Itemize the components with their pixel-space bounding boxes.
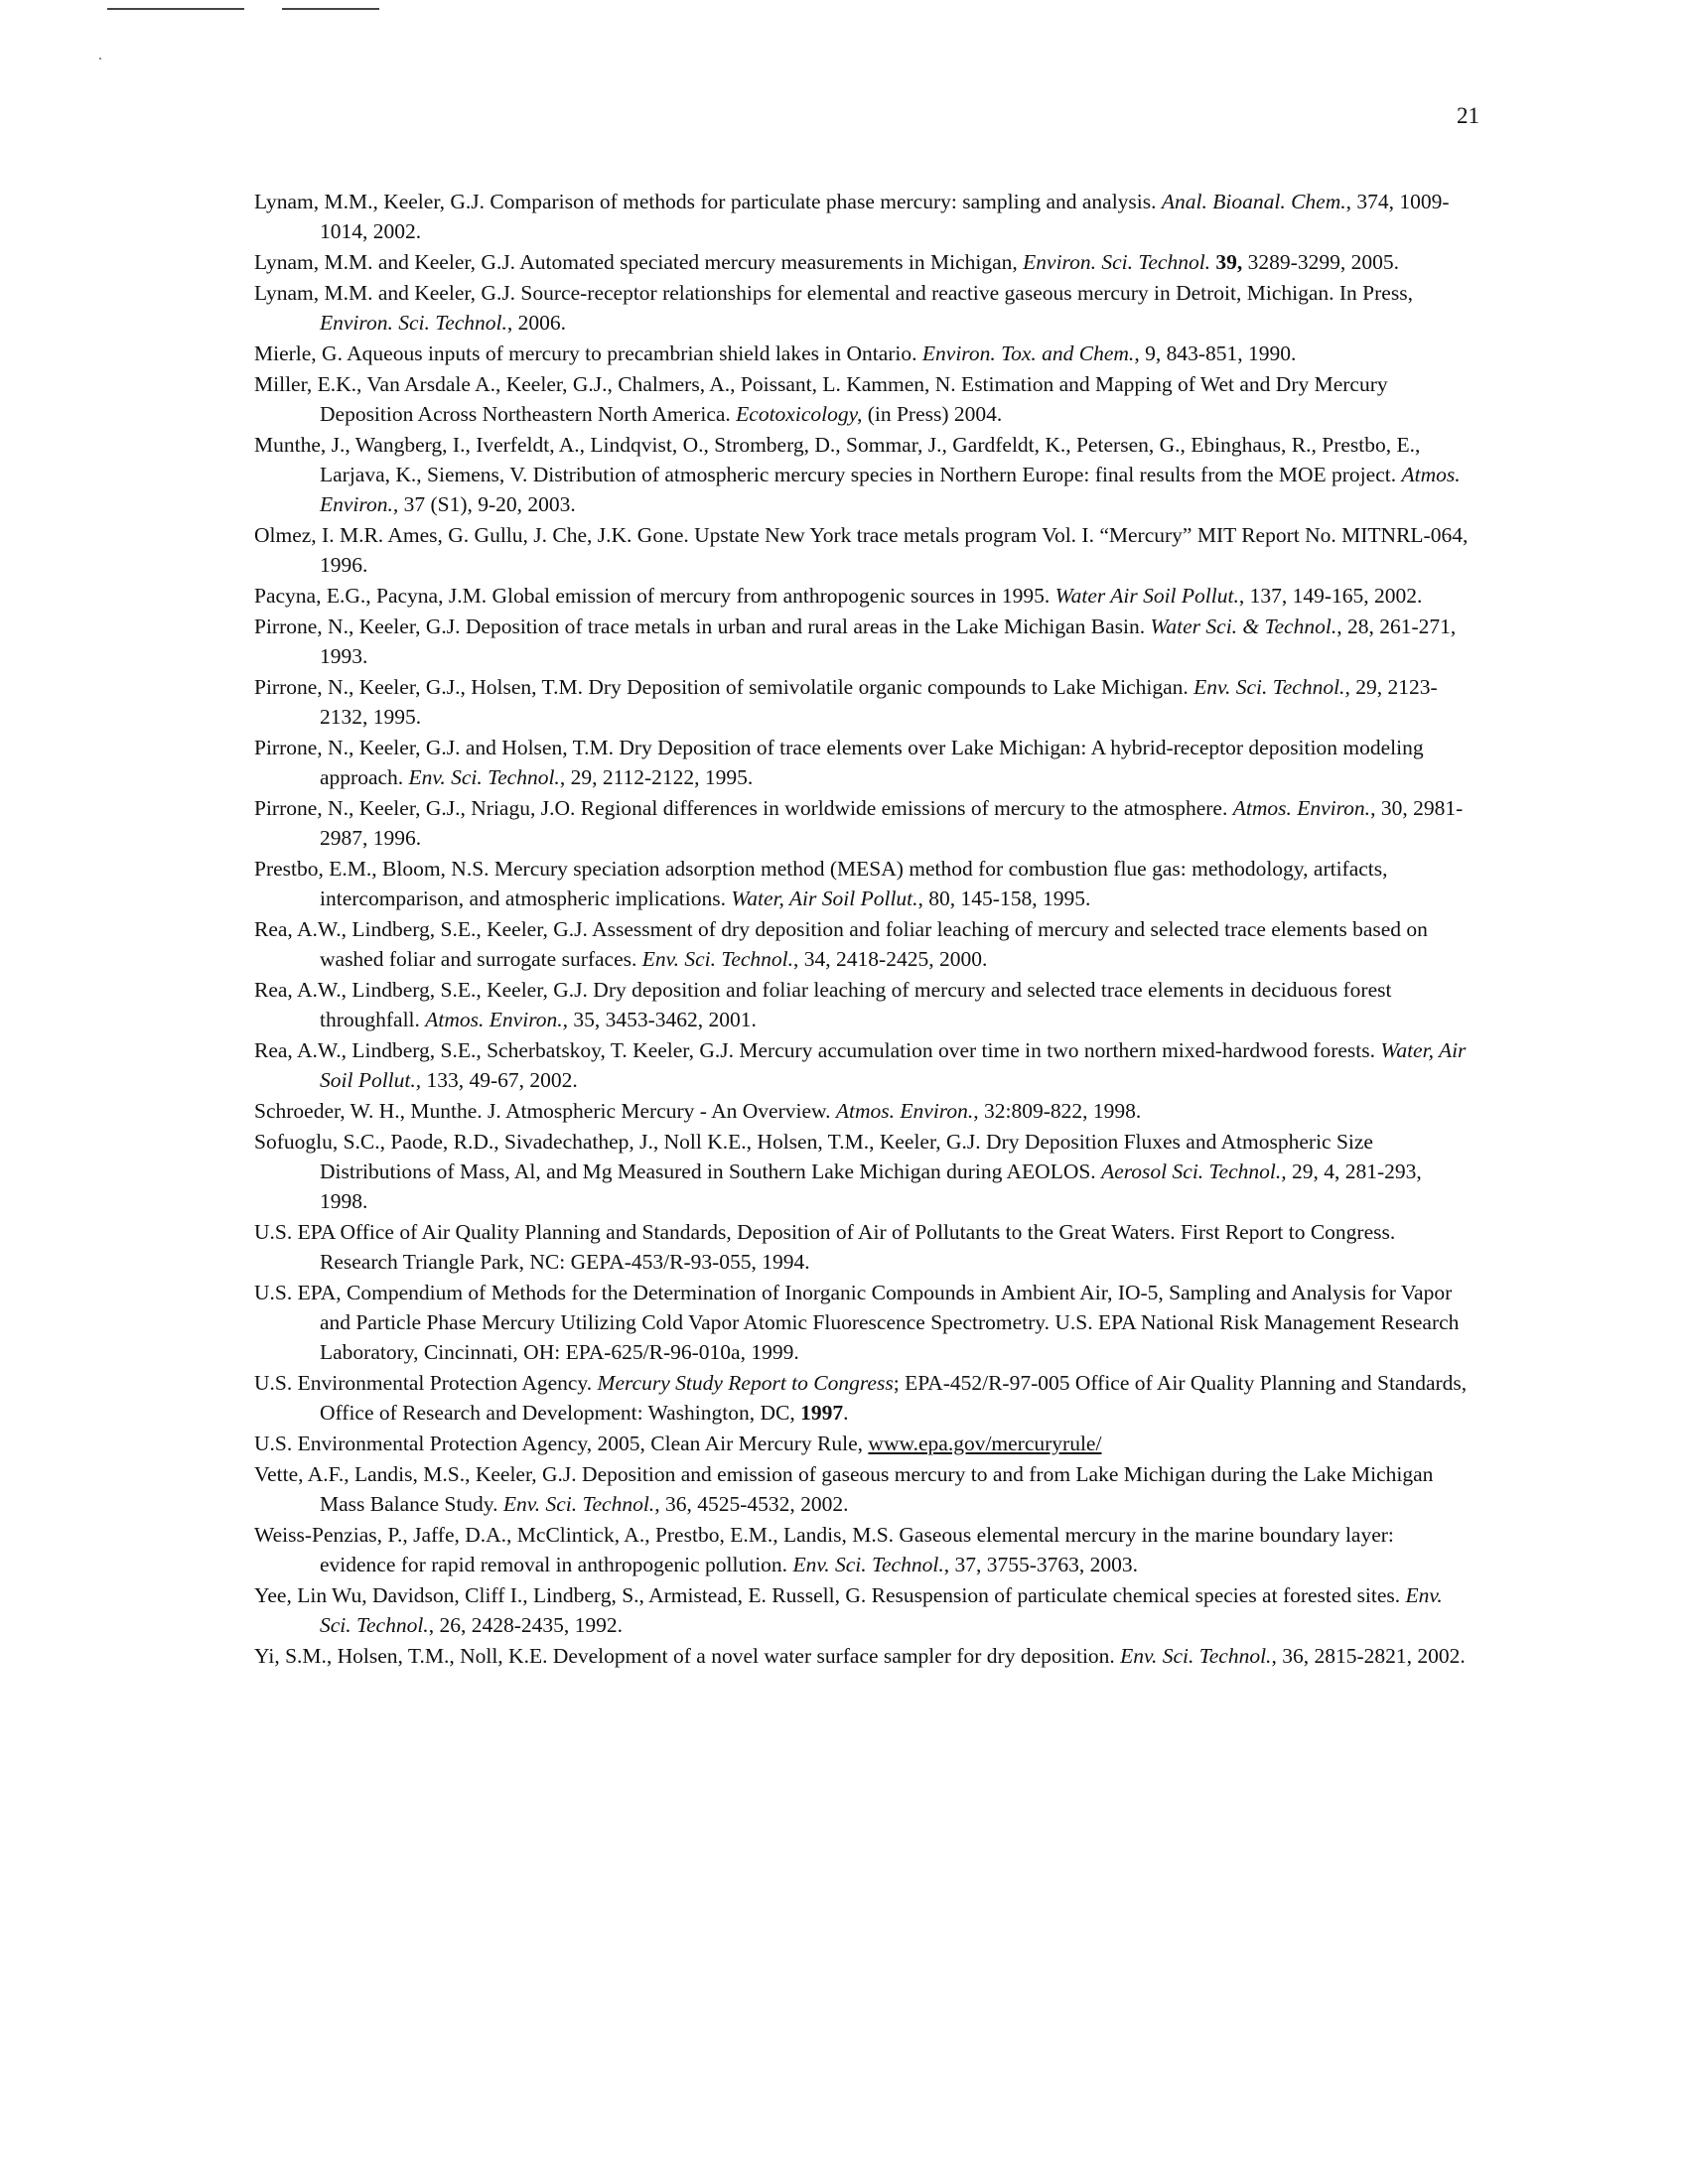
page-number: 21	[1457, 103, 1479, 128]
reference-text: 37 (S1), 9-20, 2003.	[398, 492, 576, 516]
journal-title: Anal. Bioanal. Chem.	[1161, 190, 1346, 213]
reference-entry	[254, 1035, 1470, 1095]
reference-entry	[254, 1641, 1470, 1671]
reference-text: Rea, A.W., Lindberg, S.E., Keeler, G.J. Dry deposition and foliar leaching of mercury and selected trace elements in deciduous forest throughfall.	[254, 978, 1392, 1031]
reference-text: Rea, A.W., Lindberg, S.E., Scherbatskoy, T. Keeler, G.J. Mercury accumulation over time in two northern mixed-hardwood forests.	[254, 1038, 1381, 1062]
journal-title: Mercury Study Report to Congress	[597, 1371, 894, 1395]
scan-rule-left	[107, 8, 244, 10]
journal-title: Environ. Sci. Technol.	[1023, 250, 1211, 274]
reference-text: , 29, 2112-2122, 1995.	[559, 765, 754, 789]
reference-entry	[254, 975, 1470, 1034]
journal-title: Water, Air Soil Pollut.	[731, 887, 918, 910]
reference-text: U.S. EPA, Compendium of Methods for the Determination of Inorganic Compounds in Ambient Air, IO-5, Sampling and Analysis for Vapor and Particle Phase Mercury Utilizing Cold Vapor Atomic Fluorescence Spectrometry. U.S. EPA National Risk Management Research Laboratory, Cincinnati, OH: EPA-625/R-96-010a, 1999.	[254, 1281, 1460, 1364]
reference-text: , 9, 843-851, 1990.	[1134, 341, 1297, 365]
reference-entry	[254, 247, 1470, 277]
reference-text: , 36, 2815-2821, 2002.	[1271, 1644, 1466, 1668]
journal-title: Atmos. Environ.,	[425, 1008, 569, 1031]
journal-title: Env. Sci. Technol.	[408, 765, 560, 789]
reference-text: 3289-3299, 2005.	[1242, 250, 1399, 274]
reference-text: , 36, 4525-4532, 2002.	[654, 1492, 849, 1516]
reference-entry	[254, 1096, 1470, 1126]
reference-list	[254, 187, 1470, 1672]
journal-title: Env. Sci. Technol.	[792, 1553, 944, 1576]
reference-text: , 26, 2428-2435, 1992.	[428, 1613, 623, 1637]
reference-text: Pirrone, N., Keeler, G.J. Deposition of trace metals in urban and rural areas in the Lake Michigan Basin.	[254, 614, 1151, 638]
reference-text: Pirrone, N., Keeler, G.J., Holsen, T.M. Dry Deposition of semivolatile organic compounds to Lake Michigan.	[254, 675, 1194, 699]
reference-text: , 37, 3755-3763, 2003.	[943, 1553, 1138, 1576]
reference-text: Pacyna, E.G., Pacyna, J.M. Global emission of mercury from anthropogenic sources in 1995.	[254, 584, 1055, 608]
reference-text: Yee, Lin Wu, Davidson, Cliff I., Lindberg, S., Armistead, E. Russell, G. Resuspension of particulate chemical species at forested sites.	[254, 1583, 1406, 1607]
reference-entry	[254, 612, 1470, 671]
reference-entry	[254, 369, 1470, 429]
reference-text: , 32:809-822, 1998.	[973, 1099, 1142, 1123]
reference-text: Yi, S.M., Holsen, T.M., Noll, K.E. Development of a novel water surface sampler for dry deposition.	[254, 1644, 1121, 1668]
reference-text: U.S. Environmental Protection Agency.	[254, 1371, 598, 1395]
url-text: www.epa.gov/mercuryrule/	[868, 1432, 1102, 1455]
reference-entry	[254, 1429, 1470, 1458]
reference-entry	[254, 914, 1470, 974]
reference-entry	[254, 339, 1470, 368]
reference-entry	[254, 672, 1470, 732]
reference-text: Weiss-Penzias, P., Jaffe, D.A., McClintick, A., Prestbo, E.M., Landis, M.S. Gaseous elemental mercury in the marine boundary layer: evidence for rapid removal in anthropogenic pollution.	[254, 1523, 1394, 1576]
reference-text: (in Press) 2004.	[862, 402, 1003, 426]
journal-title: Atmos. Environ.	[835, 1099, 974, 1123]
journal-title: Environ. Tox. and Chem.	[921, 341, 1135, 365]
reference-text: , 2006.	[506, 311, 567, 335]
reference-text: Prestbo, E.M., Bloom, N.S. Mercury speciation adsorption method (MESA) method for combustion flue gas: methodology, artifacts, intercomparison, and atmospheric implications.	[254, 857, 1388, 910]
reference-entry	[254, 278, 1470, 338]
scan-rule-right	[282, 8, 379, 10]
reference-text: , 80, 145-158, 1995.	[917, 887, 1091, 910]
reference-entry	[254, 733, 1470, 792]
reference-text: , 30, 2981-2987, 1996.	[320, 796, 1464, 850]
reference-text: Pirrone, N., Keeler, G.J., Nriagu, J.O. Regional differences in worldwide emissions of mercury to the atmosphere.	[254, 796, 1233, 820]
journal-title: Atmos. Environ.,	[320, 463, 1461, 516]
journal-title: Atmos. Environ.	[1232, 796, 1371, 820]
journal-title: Env. Sci. Technol.	[320, 1583, 1443, 1637]
reference-entry	[254, 187, 1470, 246]
reference-text: Olmez, I. M.R. Ames, G. Gullu, J. Che, J.K. Gone. Upstate New York trace metals program Vol. I. “Mercury” MIT Report No. MITNRL-064, 1996.	[254, 523, 1469, 577]
reference-text: U.S. EPA Office of Air Quality Planning and Standards, Deposition of Air of Pollutants to the Great Waters. First Report to Congress. Research Triangle Park, NC: GEPA-453/R-93-055, 1994.	[254, 1220, 1396, 1274]
reference-text: Miller, E.K., Van Arsdale A., Keeler, G.J., Chalmers, A., Poissant, L. Kammen, N. Estimation and Mapping of Wet and Dry Mercury Deposition Across Northeastern North America.	[254, 372, 1388, 426]
journal-title: Ecotoxicology,	[736, 402, 863, 426]
reference-entry	[254, 1459, 1470, 1519]
reference-text: , 374, 1009-1014, 2002.	[320, 190, 1450, 243]
reference-text: Lynam, M.M. and Keeler, G.J. Source-receptor relationships for elemental and reactive gaseous mercury in Detroit, Michigan. In Press,	[254, 281, 1413, 305]
reference-entry	[254, 1368, 1470, 1428]
reference-text: , 28, 261-271, 1993.	[320, 614, 1457, 668]
journal-title: Water, Air Soil Pollut.,	[320, 1038, 1467, 1092]
journal-title: Env. Sci. Technol.	[1120, 1644, 1272, 1668]
reference-entry	[254, 1278, 1470, 1367]
reference-text: 35, 3453-3462, 2001.	[568, 1008, 757, 1031]
reference-text: Mierle, G. Aqueous inputs of mercury to precambrian shield lakes in Ontario.	[254, 341, 922, 365]
reference-entry	[254, 1580, 1470, 1640]
reference-text: Vette, A.F., Landis, M.S., Keeler, G.J. Deposition and emission of gaseous mercury to and from Lake Michigan during the Lake Michigan Mass Balance Study.	[254, 1462, 1434, 1516]
journal-title: Water Air Soil Pollut.	[1054, 584, 1239, 608]
reference-text: 133, 49-67, 2002.	[421, 1068, 578, 1092]
reference-text: ; EPA-452/R-97-005 Office of Air Quality Planning and Standards, Office of Research and Development: Washington, DC,	[320, 1371, 1468, 1425]
journal-title: Env. Sci. Technol.	[1193, 675, 1345, 699]
reference-text: , 137, 149-165, 2002.	[1238, 584, 1423, 608]
reference-entry	[254, 793, 1470, 853]
journal-title: Env. Sci. Technol.	[502, 1492, 655, 1516]
reference-text: Lynam, M.M., Keeler, G.J. Comparison of methods for particulate phase mercury: sampling and analysis.	[254, 190, 1162, 213]
journal-title: Environ. Sci. Technol.	[320, 311, 507, 335]
reference-text: Schroeder, W. H., Munthe. J. Atmospheric Mercury - An Overview.	[254, 1099, 836, 1123]
reference-entry	[254, 1127, 1470, 1216]
reference-entry	[254, 581, 1470, 611]
journal-title: Water Sci. & Technol.	[1150, 614, 1337, 638]
reference-entry	[254, 1217, 1470, 1277]
reference-text: 29, 4, 281-293, 1998.	[320, 1160, 1422, 1213]
reference-text: Munthe, J., Wangberg, I., Iverfeldt, A., Lindqvist, O., Stromberg, D., Sommar, J., Gardfeldt, K., Petersen, G., Ebinghaus, R., Prestbo, E., Larjava, K., Siemens, V. Distribution of atmospheric mercury species in Northern Europe: final results from the MOE project.	[254, 433, 1421, 486]
scan-speck	[99, 58, 101, 60]
reference-text: U.S. Environmental Protection Agency, 2005, Clean Air Mercury Rule,	[254, 1432, 869, 1455]
reference-text: Pirrone, N., Keeler, G.J. and Holsen, T.M. Dry Deposition of trace elements over Lake Michigan: A hybrid-receptor deposition modeling approach.	[254, 736, 1424, 789]
reference-entry	[254, 1520, 1470, 1579]
reference-entry	[254, 520, 1470, 580]
reference-text: Lynam, M.M. and Keeler, G.J. Automated speciated mercury measurements in Michigan,	[254, 250, 1024, 274]
reference-text: Sofuoglu, S.C., Paode, R.D., Sivadechathep, J., Noll K.E., Holsen, T.M., Keeler, G.J. Dry Deposition Fluxes and Atmospheric Size Distributions of Mass, Al, and Mg Measured in Southern Lake Michigan during AEOLOS.	[254, 1130, 1373, 1183]
journal-title: Aerosol Sci. Technol.,	[1101, 1160, 1287, 1183]
reference-text: , 29, 2123-2132, 1995.	[320, 675, 1438, 729]
reference-text: 1997	[800, 1401, 844, 1425]
reference-text: Rea, A.W., Lindberg, S.E., Keeler, G.J. Assessment of dry deposition and foliar leaching of mercury and selected trace elements based on washed foliar and surrogate surfaces.	[254, 917, 1428, 971]
reference-text: 39,	[1215, 250, 1243, 274]
reference-entry	[254, 430, 1470, 519]
reference-text: .	[843, 1401, 849, 1425]
reference-entry	[254, 854, 1470, 913]
journal-title: Env. Sci. Technol.	[641, 947, 794, 971]
reference-text: , 34, 2418-2425, 2000.	[793, 947, 988, 971]
